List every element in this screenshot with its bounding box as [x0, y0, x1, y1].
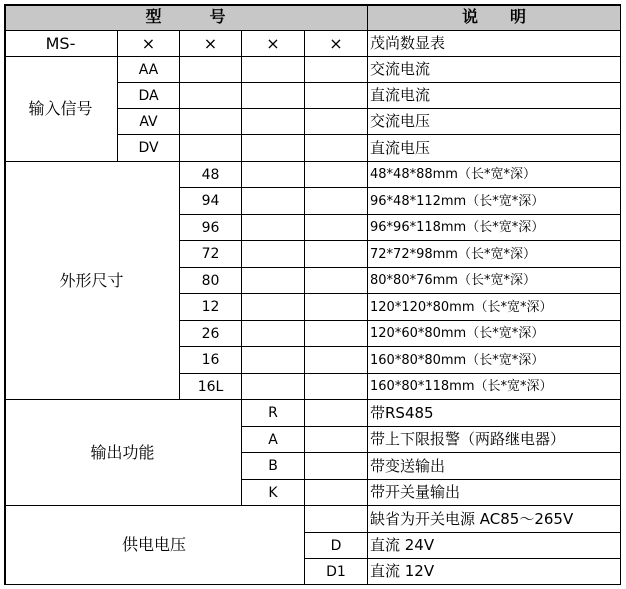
- empty-cell: [305, 400, 368, 427]
- empty-cell: [305, 453, 368, 480]
- group-label-output: 输出功能: [4, 400, 242, 506]
- empty-cell: [180, 83, 242, 109]
- dim-desc: 48*48*88mm（长*宽*深）: [368, 162, 621, 188]
- desc-input-da: 直流电流: [368, 83, 621, 109]
- empty-cell: [305, 215, 368, 241]
- desc-output-r: 带RS485: [368, 400, 621, 427]
- model-spec-table: [4, 4, 621, 585]
- empty-cell: [305, 427, 368, 453]
- input-code-dv: DV: [118, 135, 180, 162]
- desc-power-default: 缺省为开关电源 AC85～265V: [368, 506, 621, 533]
- empty-cell: [305, 109, 368, 135]
- empty-cell: [242, 135, 305, 162]
- desc-ms: 茂尚数显表: [368, 31, 621, 57]
- empty-cell: [242, 215, 305, 241]
- empty-cell: [242, 321, 305, 347]
- dim-code: 80: [180, 268, 242, 294]
- output-code-k: K: [242, 480, 305, 506]
- dim-code: 16L: [180, 374, 242, 400]
- output-code-a: A: [242, 427, 305, 453]
- empty-cell: [305, 162, 368, 188]
- desc-power-d1: 直流 12V: [368, 559, 621, 585]
- empty-cell: [305, 57, 368, 83]
- header-model: 型 号: [4, 4, 368, 31]
- empty-cell: [242, 109, 305, 135]
- empty-cell: [242, 188, 305, 215]
- output-code-r: R: [242, 400, 305, 427]
- dim-desc: 72*72*98mm（长*宽*深）: [368, 241, 621, 268]
- empty-cell: [242, 374, 305, 400]
- empty-cell: [242, 294, 305, 321]
- dim-code: 16: [180, 347, 242, 374]
- power-code-default: [305, 506, 368, 533]
- desc-output-a: 带上下限报警（两路继电器）: [368, 427, 621, 453]
- desc-input-av: 交流电压: [368, 109, 621, 135]
- input-code-av: AV: [118, 109, 180, 135]
- dim-desc: 120*120*80mm（长*宽*深）: [368, 294, 621, 321]
- dim-desc: 96*48*112mm（长*宽*深）: [368, 188, 621, 215]
- empty-cell: [305, 268, 368, 294]
- empty-cell: [305, 321, 368, 347]
- dim-desc: 160*80*118mm（长*宽*深）: [368, 374, 621, 400]
- group-label-power: 供电电压: [4, 506, 305, 585]
- empty-cell: [305, 188, 368, 215]
- empty-cell: [305, 83, 368, 109]
- dim-desc: 96*96*118mm（长*宽*深）: [368, 215, 621, 241]
- dim-code: 94: [180, 188, 242, 215]
- dim-desc: 120*60*80mm（长*宽*深）: [368, 321, 621, 347]
- group-label-dimensions: 外形尺寸: [4, 162, 180, 400]
- empty-cell: [242, 57, 305, 83]
- dim-code: 26: [180, 321, 242, 347]
- empty-cell: [180, 57, 242, 83]
- output-code-b: B: [242, 453, 305, 480]
- placeholder-x-3: ×: [242, 31, 305, 57]
- empty-cell: [305, 294, 368, 321]
- empty-cell: [305, 241, 368, 268]
- desc-input-aa: 交流电流: [368, 57, 621, 83]
- placeholder-x-4: ×: [305, 31, 368, 57]
- empty-cell: [305, 347, 368, 374]
- dim-code: 72: [180, 241, 242, 268]
- dim-desc: 160*80*80mm（长*宽*深）: [368, 347, 621, 374]
- dim-code: 12: [180, 294, 242, 321]
- empty-cell: [242, 162, 305, 188]
- empty-cell: [180, 135, 242, 162]
- desc-power-d: 直流 24V: [368, 533, 621, 559]
- placeholder-x-1: ×: [118, 31, 180, 57]
- desc-output-b: 带变送输出: [368, 453, 621, 480]
- empty-cell: [180, 109, 242, 135]
- dim-desc: 80*80*76mm（长*宽*深）: [368, 268, 621, 294]
- empty-cell: [305, 135, 368, 162]
- empty-cell: [305, 480, 368, 506]
- model-prefix-cell: MS-: [4, 31, 118, 57]
- desc-output-k: 带开关量输出: [368, 480, 621, 506]
- empty-cell: [242, 347, 305, 374]
- empty-cell: [242, 268, 305, 294]
- group-label-input-signal: 输入信号: [4, 57, 118, 162]
- placeholder-x-2: ×: [180, 31, 242, 57]
- empty-cell: [305, 374, 368, 400]
- power-code-d1: D1: [305, 559, 368, 585]
- empty-cell: [242, 83, 305, 109]
- dim-code: 96: [180, 215, 242, 241]
- power-code-d: D: [305, 533, 368, 559]
- empty-cell: [242, 241, 305, 268]
- input-code-aa: AA: [118, 57, 180, 83]
- header-description: 说 明: [368, 4, 621, 31]
- input-code-da: DA: [118, 83, 180, 109]
- desc-input-dv: 直流电压: [368, 135, 621, 162]
- dim-code: 48: [180, 162, 242, 188]
